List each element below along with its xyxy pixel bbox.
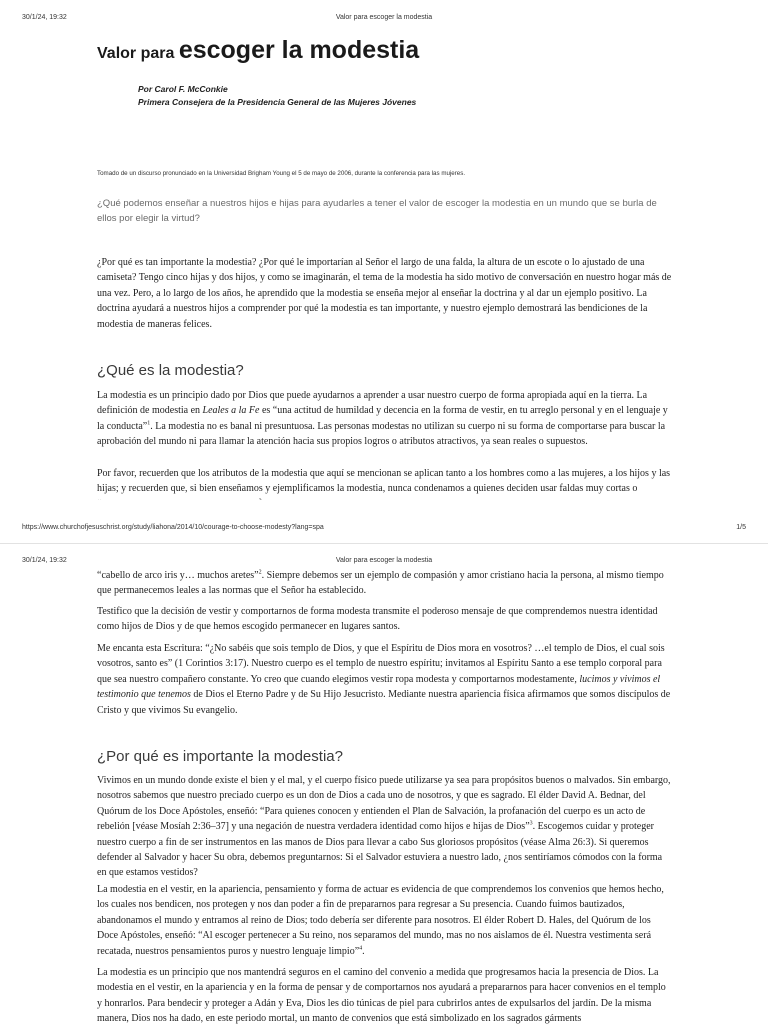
paragraph-8-clip (0, 965, 768, 1024)
print-header-title-2: Valor para escoger la modestia (335, 557, 433, 564)
print-header-datetime: 30/1/24, 19:32 (22, 14, 67, 21)
heading-por-que-es-importante: ¿Por qué es importante la modestia? (97, 748, 343, 765)
source-note: Tomado de un discurso pronunciado en la Universidad Brigham Young el 5 de mayo de 2006, durante la conferencia para las mujeres. (97, 170, 466, 177)
paragraph-5: Me encanta esta Escritura: “¿No sabéis que sois templo de Dios, y que el Espíritu de Dios mora en vosotros? …el templo de Dios, el cual sois vosotros, santo es” (1 Corintios 3:17). Nuestro cuerpo es el templo de nuestro espíritu; invitamos al Espíritu Santo a ese templo corporal para que sea nuestro compañero constante. Yo creo que cuando elegimos vestir ropa modesta y comportarnos modestamente, lucimos y vivimos el testimonio que tenemos de Dios el Eterno Padre y de Su Hijo Jesucristo. Mediante nuestra apariencia física afirmamos que somos discípulos de Cristo y que vivimos Su evangelio. (97, 643, 671, 716)
author-role: Primera Consejera de la Presidencia General de las Mujeres Jóvenes (138, 97, 417, 107)
footnote-4[interactable]: 4 (359, 945, 363, 952)
print-header-datetime-2: 30/1/24, 19:32 (22, 557, 67, 564)
heading-que-es-la-modestia: ¿Qué es la modestia? (97, 362, 244, 379)
paragraph-1: ¿Por qué es tan importante la modestia? ¿Por qué le importarían al Señor el largo de una falda, la altura de un escote o lo ajustado de una camiseta? Tengo cinco hijas y dos hijos, y como se imaginarán, el tema de la modestia ha sido motivo de conversación en nuestro hogar más de una vez. Pero, a lo largo de los años, he aprendido que la modestia se enseña mejor al enseñar la doctrina y al dar un ejemplo positivo. La doctrina ayudará a nuestros hijos a comprender por qué la modestia es tan importante, y nuestro ejemplo demostrará las bendiciones de la modestia de maneras felices. (97, 257, 672, 330)
footnote-1[interactable]: 1 (147, 420, 151, 427)
book-title-leales: Leales a la Fe (202, 405, 260, 417)
intro-question: ¿Qué podemos enseñar a nuestros hijos e hijas para ayudarles a tener el valor de escoger la modestia en un mundo que se burla de ellos por elegir la virtud? (97, 198, 657, 224)
page-title-large: escoger la modestia (178, 36, 420, 64)
paragraph-3-page1: Por favor, recuerden que los atributos de la modestia que aquí se mencionan se aplican tanto a los hombres como a las mujeres, a los hijos y las hijas; y recuerden que, si bien enseñamos y ejemplificamos la modestia, nunca condenamos a quienes deciden usar faldas muy cortas o (0, 466, 768, 500)
print-header-title: Valor para escoger la modestia (335, 14, 433, 21)
paragraph-7: La modestia en el vestir, en la apariencia, pensamiento y forma de actuar es evidencia de que comprendemos los convenios que hemos hecho, los cuales nos bendicen, nos protegen y nos dan poder a fin de prepararnos para regresar a Su presencia. Cuando fuimos bautizados, abandonamos el mundo y entramos al reino de Dios; todo debería ser diferente para nosotros. El élder Robert D. Hales, del Quórum de los Doce Apóstoles, enseñó: “Al escoger pertenecer a Su reino, nos separamos del mundo, mas no nos aislamos de él. Nuestra vestimenta será recatada, nuestros pensamientos puros y nuestro lenguaje limpio”$^4$. (97, 884, 664, 957)
author-name: Por Carol F. McConkie (138, 84, 228, 94)
print-footer-page: 1/5 (736, 524, 746, 531)
paragraph-2: La modestia es un principio dado por Dios que puede ayudarnos a aprender a usar nuestro cuerpo de forma apropiada aquí en la tierra. La definición de modestia en Leales a la Fe es “una actitud de humildad y decencia en la forma de vestir, en tu arreglo personal y en el lenguaje y la conducta”$^1$. La modestia no es banal ni presuntuosa. Las personas modestas no utilizan su cuerpo ni su forma de comportarse para buscar la aprobación del mundo ni para llamar la atención hacia sus propios logros o atributos atractivos, ya sean reales o supuestos. (97, 390, 668, 448)
paragraph-3-page2: “cabello de arco iris y… muchos aretes”$^2$. Siempre debemos ser un ejemplo de compasión y amor cristiano hacia la persona, al mismo tiempo que permanecemos leales a las normas que el Señor ha establecido. (97, 569, 664, 597)
print-footer-url[interactable]: https://www.churchofjesuschrist.org/study/liahona/2014/10/courage-to-choose-modesty?lang=spa (22, 524, 324, 531)
page-separator (0, 543, 768, 544)
paragraph-8: La modestia es un principio que nos mantendrá seguros en el camino del convenio a medida que progresamos hacia la presencia de Dios. La modestia en el vestir, en la apariencia y en la forma de pensar y de comportarnos nos ayudará a prepararnos para hacer convenios en el templo y honrarlos. Para bendecir y proteger a Adán y Eva, Dios les dio túnicas de piel para cubrirlos antes de expulsarlos del jardín. De la misma manera, Dios nos ha dado, en este periodo mortal, un manto de convenios que está simbolizado en los sagrados gárments (97, 967, 666, 1024)
page-title (97, 36, 697, 65)
emphasis-testimonio: lucimos y vivimos el testimonio que tenemos (97, 673, 661, 701)
page-title-small: Valor para (97, 45, 175, 62)
paragraph-6: Vivimos en un mundo donde existe el bien y el mal, y el cuerpo físico puede utilizarse ya sea para propósitos buenos o malvados. Sin embargo, nosotros sabemos que nuestro preciado cuerpo es un don de Dios a cada uno de nosotros, y que es sagrado. El élder David A. Bednar, del Quórum de los Doce Apóstoles, enseñó: “Para quienes conocen y entienden el Plan de Salvación, la profanación del cuerpo es un acto de rebelión [véase Mosíah 2:36–37] y una negación de nuestra verdadera identidad como hijos e hijas de Dios”$^3$. Escogemos cuidar y proteger nuestro cuerpo a fin de ser instrumentos en las manos de Dios para llevar a cabo Sus gloriosos propósitos (véase Alma 26:3). Si queremos defender al Salvador y hacer Su obra, debemos preguntarnos: Si el Salvador estuviera a nuestro lado, ¿nos sentiríamos cómodos con la forma en que estamos vestidos? (97, 775, 671, 879)
footnote-3[interactable]: 3 (529, 820, 533, 827)
paragraph-4: Testifico que la decisión de vestir y comportarnos de forma modesta transmite el poderoso mensaje de que comprendemos nuestra identidad como hijos de Dios y de que hemos escogido permanecer en lugares santos. (97, 606, 658, 633)
